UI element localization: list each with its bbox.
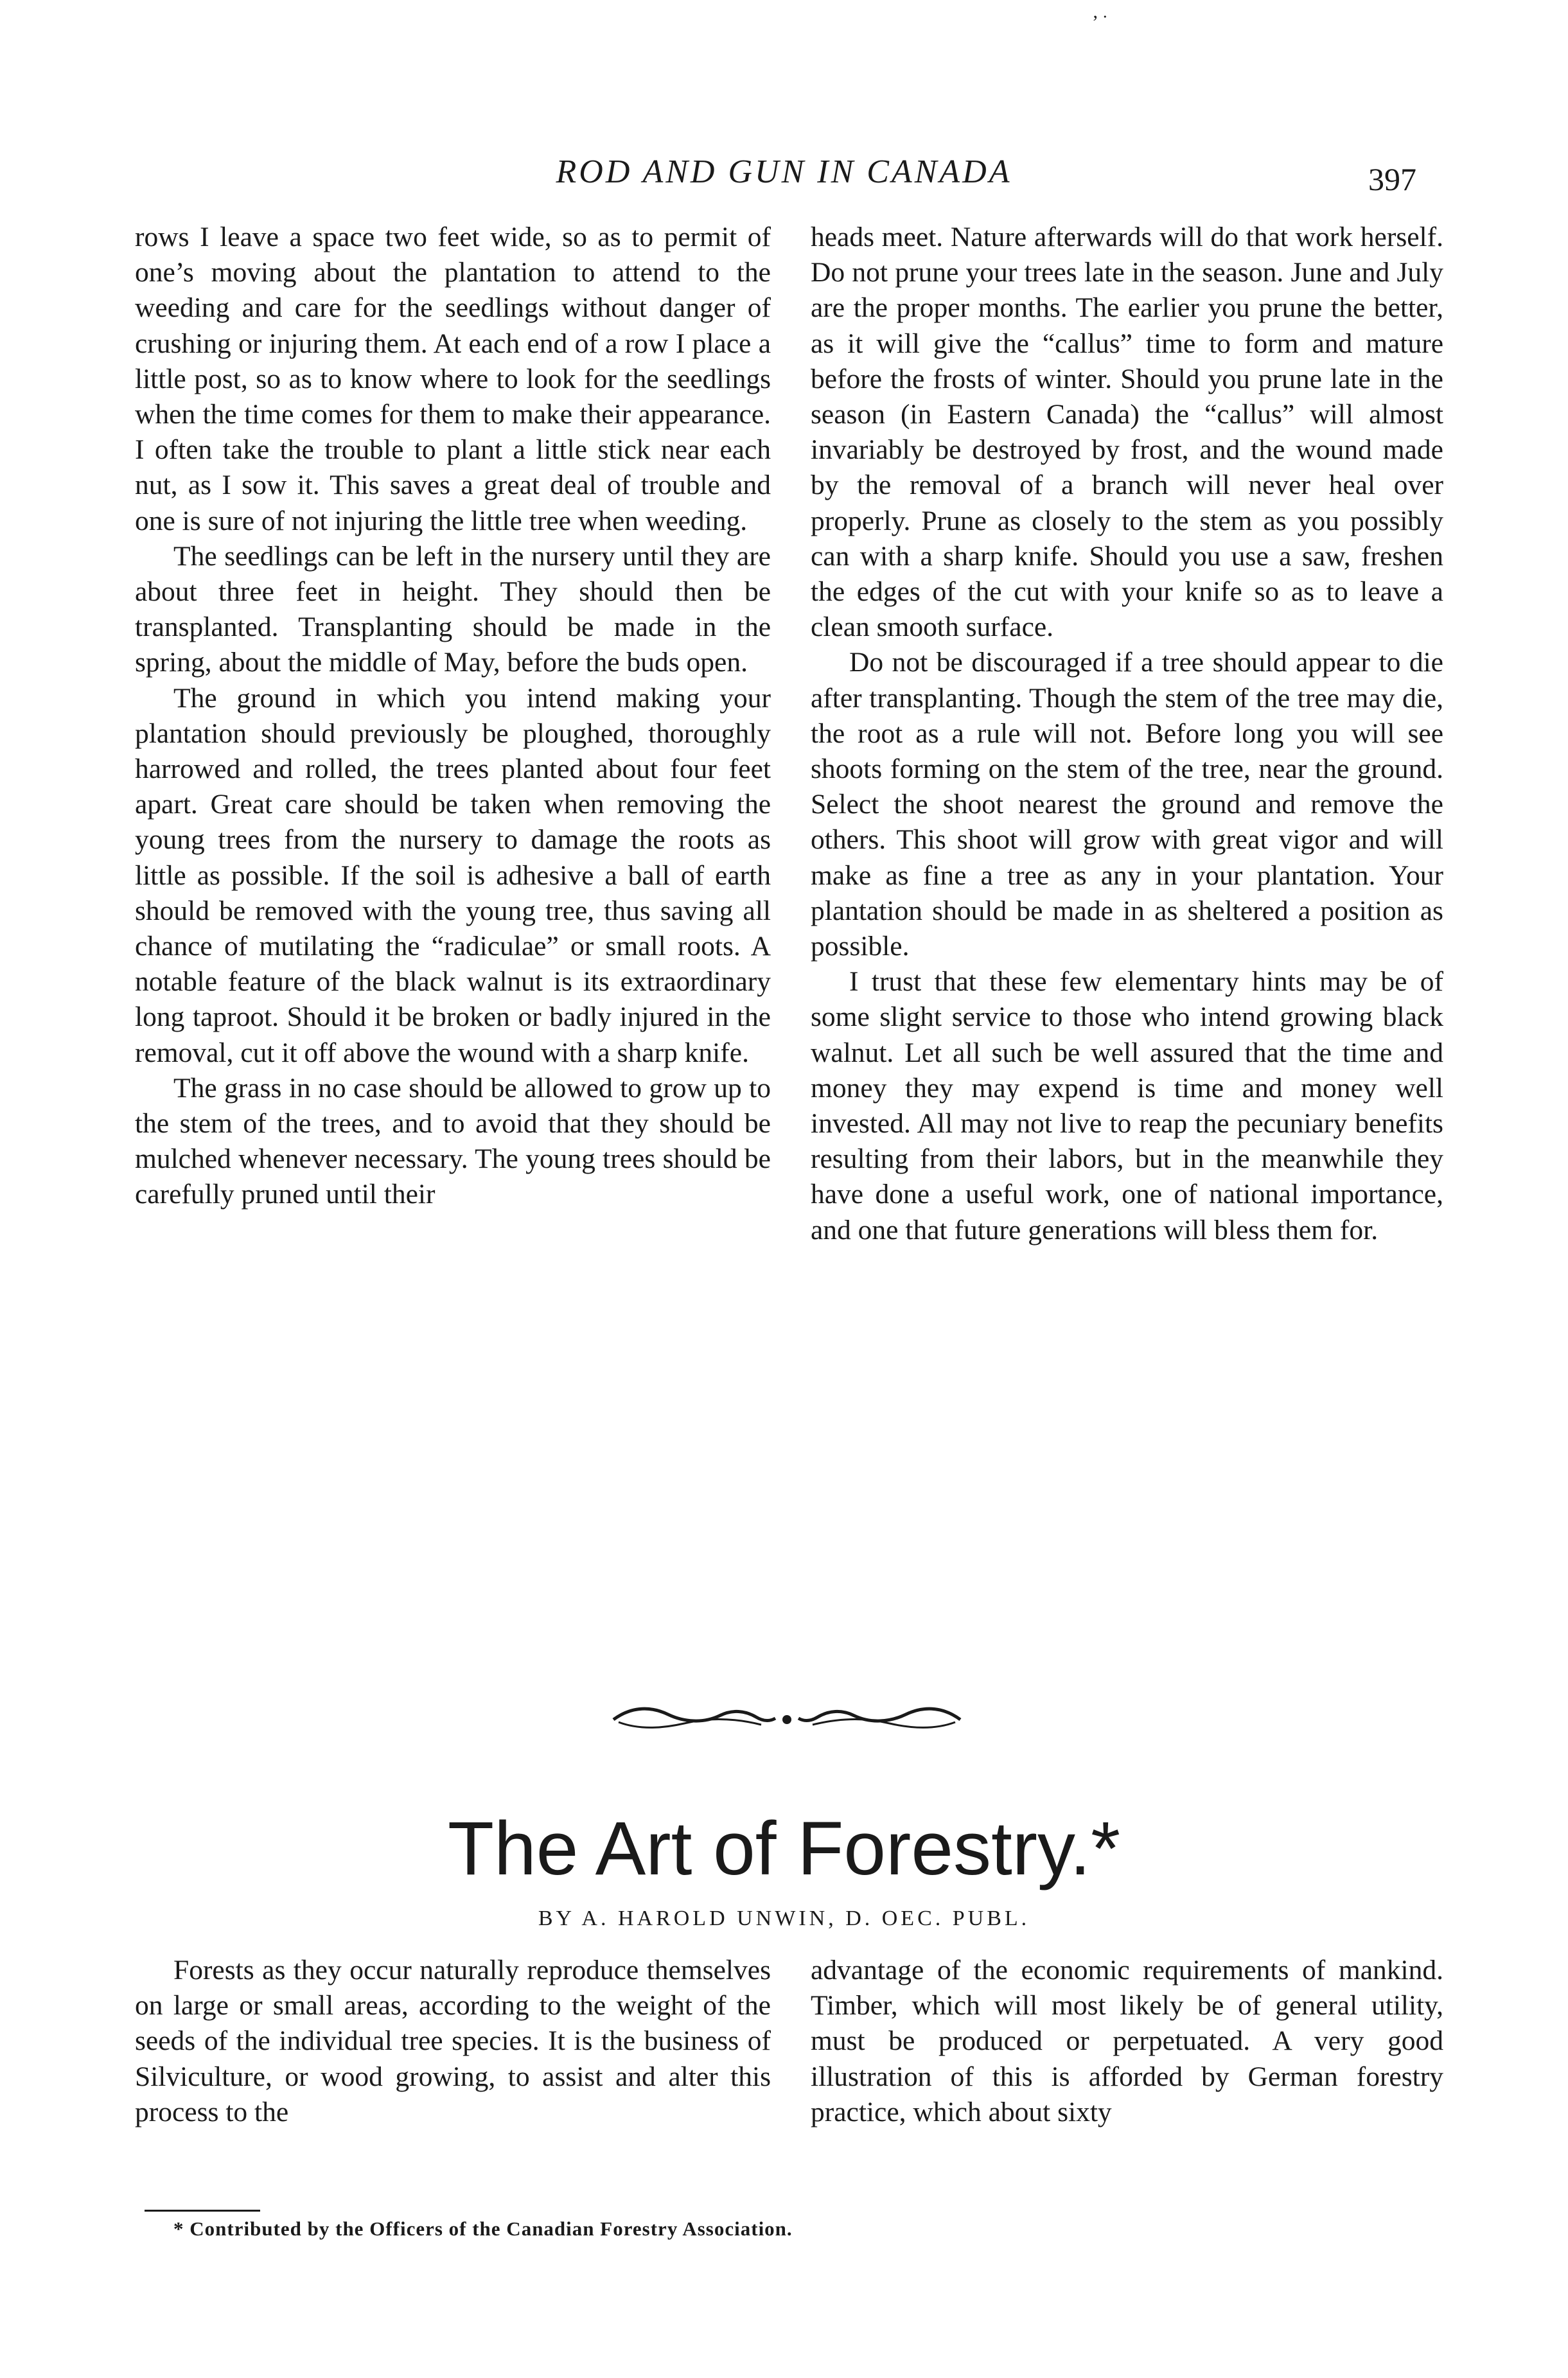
print-speck: ’ ˙ [1092, 12, 1109, 33]
paragraph: The grass in no case should be allowed to grow up to the stem of the trees, and to avoid that they should be mulched whenever necessary. The young trees should be carefully pruned until their [135, 1072, 771, 1210]
paragraph: advantage of the economic requirements of mankind. Timber, which will most likely be of general utility, must be produced or perpetuated. A very good illustration of this is afforded by German forestry practice, which about sixty [811, 1955, 1443, 2127]
article-byline: BY A. HAROLD UNWIN, D. OEC. PUBL. [538, 1907, 1030, 1930]
column-bottom-left [135, 1953, 771, 2130]
column-top-right [811, 220, 1443, 1248]
page-number: 397 [1368, 161, 1416, 197]
column-top-left [135, 220, 771, 1213]
decorative-divider-ornament [607, 1699, 967, 1738]
footnote-rule [145, 2210, 260, 2212]
paragraph: The ground in which you intend making your plantation should previously be ploughed, thoroughly harrowed and rolled, the trees planted about four feet apart. Great care should be taken when removing the young trees from the nursery to damage the roots as little as possible. If the soil is adhesive a ball of earth should be removed with the young tree, thus saving all chance of mutilating the “radiculae” or small roots. A notable feature of the black walnut is its extraordinary long taproot. Should it be broken or badly injured in the removal, cut it off above the wound with a sharp knife. [135, 682, 771, 1068]
footnote: * Contributed by the Officers of the Canadian Forestry Association. [173, 2217, 793, 2240]
paragraph: rows I leave a space two feet wide, so as to permit of one’s moving about the plantation to attend to the weeding and care for the seedlings without danger of crushing or injuring them. At each end of a row I place a little post, so as to know where to look for the seedlings when the time comes for them to make their appearance. I often take the trouble to plant a little stick near each nut, as I sow it. This saves a great deal of trouble and one is sure of not injuring the little tree when weeding. [135, 222, 771, 536]
paragraph: Do not be discouraged if a tree should appear to die after transplanting. Though the stem of the tree may die, the root as a rule will not. Before long you will see shoots forming on the stem of the tree, near the ground. Select the shoot nearest the ground and remove the others. This shoot will grow with great vigor and will make as fine a tree as any in your plantation. Your plantation should be made in as sheltered a position as possible. [811, 647, 1443, 962]
running-header: ROD AND GUN IN CANADA [556, 154, 1012, 190]
paragraph: heads meet. Nature afterwards will do that work herself. Do not prune your trees late in the season. June and July are the proper months. The earlier you prune the better, as it will give the “callus” time to form and mature before the frosts of winter. Should you prune late in the season (in Eastern Canada) the “callus” will almost invariably be destroyed by frost, and the wound made by the removal of a branch will never heal over properly. Prune as closely to the stem as you possibly can with a sharp knife. Should you use a saw, freshen the edges of the cut with your knife so as to leave a clean smooth surface. [811, 222, 1443, 643]
paragraph: The seedlings can be left in the nursery until they are about three feet in height. They should then be transplanted. Transplanting should be made in the spring, about the middle of May, before the buds open. [135, 540, 771, 678]
column-bottom-right [811, 1953, 1443, 2130]
paragraph: I trust that these few elementary hints may be of some slight service to those who intend growing black walnut. Let all such be well assured that the time and money they may expend is time and money well invested. All may not live to reap the pecuniary benefits resulting from their labors, but in the meanwhile they have done a useful work, one of national importance, and one that future generations will bless them for. [811, 966, 1443, 1246]
article-title: The Art of Forestry.* [447, 1806, 1121, 1891]
paragraph: Forests as they occur naturally reproduce themselves on large or small areas, according to the weight of the seeds of the individual tree species. It is the business of Silviculture, or wood growing, to assist and alter this process to the [135, 1955, 771, 2127]
